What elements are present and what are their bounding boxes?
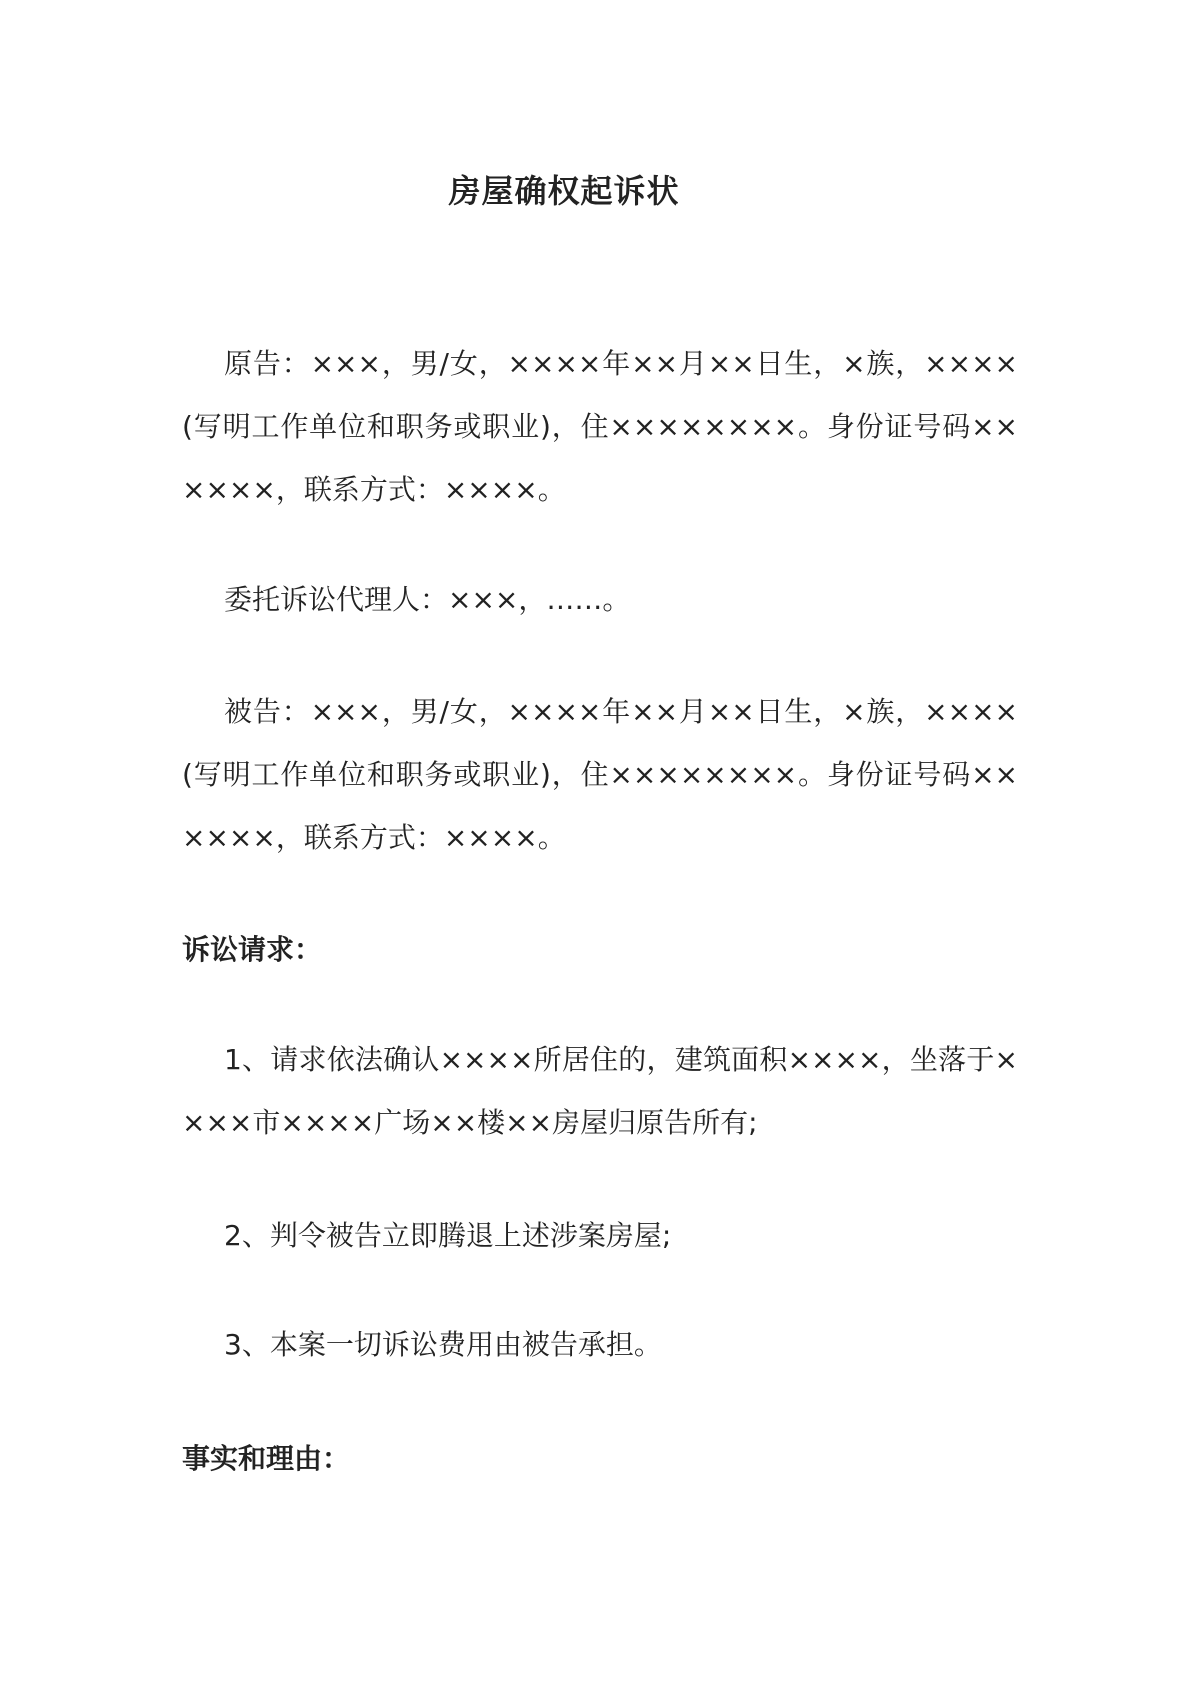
claim-item: 1、请求依法确认××××所居住的，建筑面积××××，坐落于××××市××××广场××楼××房屋归原告所有; <box>182 1043 1018 1139</box>
claims-heading: 诉讼请求： <box>182 933 323 966</box>
agent-paragraph: 委托诉讼代理人：×××，……。 <box>224 583 631 616</box>
plaintiff-paragraph: 原告：×××，男/女，××××年××月××日生，×族，××××(写明工作单位和职务或职业)，住××××××××。身份证号码××××××，联系方式：××××。 <box>182 347 1018 506</box>
facts-heading: 事实和理由： <box>182 1442 351 1475</box>
defendant-paragraph: 被告：×××，男/女，××××年××月××日生，×族，××××(写明工作单位和职务或职业)，住××××××××。身份证号码××××××，联系方式：××××。 <box>182 695 1018 854</box>
document-title: 房屋确权起诉状 <box>448 172 680 210</box>
claim-item: 2、判令被告立即腾退上述涉案房屋; <box>224 1219 672 1252</box>
claim-item: 3、本案一切诉讼费用由被告承担。 <box>224 1328 662 1361</box>
